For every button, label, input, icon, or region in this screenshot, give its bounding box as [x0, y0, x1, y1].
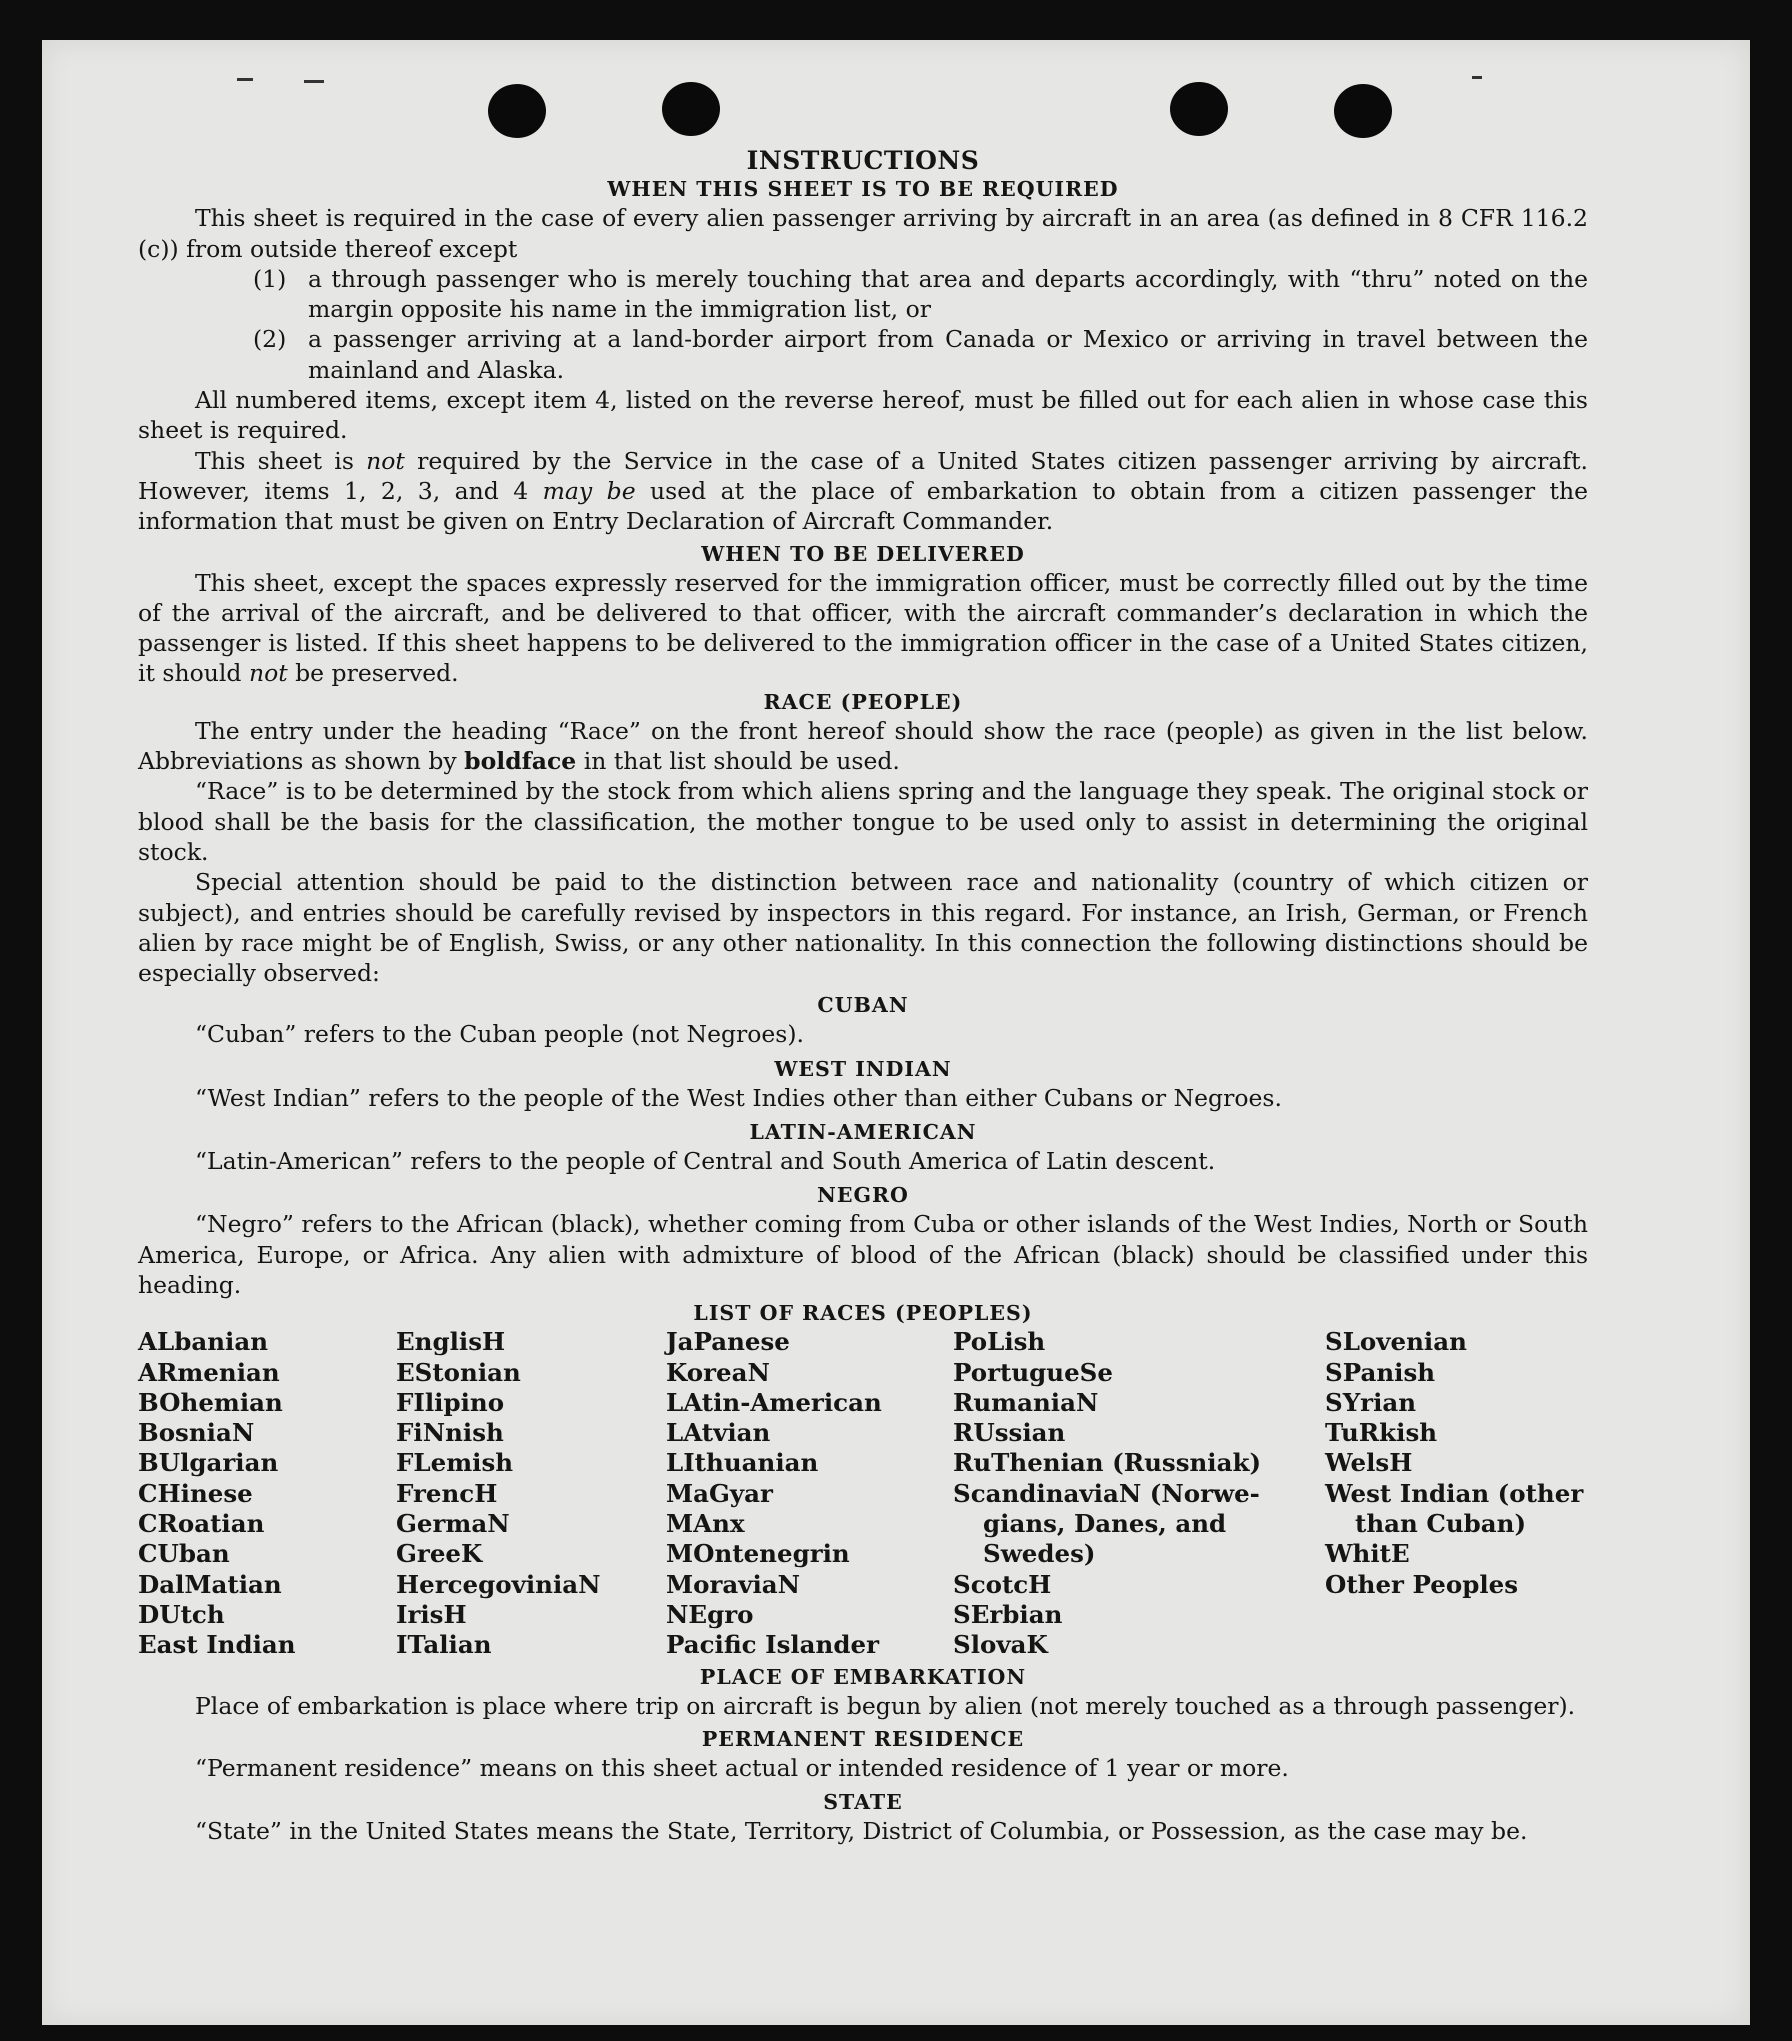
section-heading: WEST INDIAN	[774, 1056, 952, 1081]
race-entry: EnglisH	[396, 1327, 506, 1357]
scan-mark	[237, 78, 253, 81]
section-heading: WHEN TO BE DELIVERED	[701, 541, 1025, 566]
definition: “West Indian” refers to the people of the West Indies other than either Cubans or Negroes.	[195, 1083, 1282, 1112]
race-column	[138, 1327, 396, 1660]
text-run: required by the Service in the case of a United States citizen passenger arriving by aircraft. However, items 1, 2, 3, and 4	[138, 446, 1588, 505]
race-entry: TuRkish	[1325, 1418, 1438, 1448]
race-entry: GermaN	[396, 1508, 510, 1538]
race-entry: FLemish	[396, 1448, 514, 1478]
paragraph: “Race” is to be determined by the stock from which aliens spring and the language they speak. The original stock or blood shall be the basis for the classification, the mother tongue to be used only to assist in determining the original stock.	[138, 777, 1588, 866]
race-entry: WhitE	[1325, 1539, 1410, 1569]
race-entry-continued: Swedes)	[983, 1539, 1096, 1569]
paragraph	[138, 446, 1588, 537]
race-entry: DalMatian	[138, 1569, 282, 1599]
race-entry: ITalian	[396, 1630, 492, 1660]
race-entry: ScotcH	[953, 1569, 1052, 1599]
section-heading: STATE	[823, 1790, 903, 1815]
race-entry: IrisH	[396, 1599, 467, 1629]
race-entry: ALbanian	[138, 1327, 269, 1357]
race-entry: EStonian	[396, 1357, 521, 1387]
race-entry: NEgro	[666, 1599, 754, 1629]
race-entry: MOntenegrin	[666, 1539, 850, 1569]
text-run-italic: may be	[542, 476, 636, 505]
race-entry: MAnx	[666, 1508, 745, 1538]
paragraph: “Negro” refers to the African (black), whether coming from Cuba or other islands of the West Indies, North or South America, Europe, or Africa. Any alien with admixture of blood of the African (black) should be classified under this heading.	[138, 1210, 1588, 1299]
scan-mark	[1472, 76, 1482, 79]
race-entry: CRoatian	[138, 1508, 265, 1538]
section-heading: LATIN-AMERICAN	[749, 1120, 977, 1145]
item-number: (2)	[253, 325, 287, 354]
definition: “Cuban” refers to the Cuban people (not Negroes).	[195, 1020, 805, 1049]
race-entry: SErbian	[953, 1599, 1063, 1629]
race-entry: FrencH	[396, 1478, 498, 1508]
race-entry: BosniaN	[138, 1418, 255, 1448]
race-entry: RuThenian (Russniak)	[953, 1448, 1262, 1478]
race-column	[1325, 1327, 1588, 1660]
scan-mark	[304, 80, 324, 83]
text-run: This sheet, except the spaces expressly reserved for the immigration officer, must be correctly filled out by the time of the arrival of the aircraft, and be delivered to that officer, with the aircraft commander’s declaration in which the passenger is listed. If this sheet happens to be delivered to the immigration officer in the case of a United States citizen, it should	[138, 568, 1588, 688]
paragraph: Special attention should be paid to the distinction between race and nationality (country of which citizen or subject), and entries should be carefully revised by inspectors in this regard. For instance, an Irish, German, or French alien by race might be of English, Swiss, or any other nationality. In this connection the following distinctions should be especially observed:	[138, 868, 1588, 988]
race-entry: JaPanese	[666, 1327, 790, 1357]
race-list	[138, 1327, 1588, 1660]
race-entry: LAtvian	[666, 1418, 771, 1448]
race-entry: ScandinaviaN (Norwe-	[953, 1478, 1260, 1508]
section-heading: LIST OF RACES (PEOPLES)	[693, 1301, 1033, 1326]
race-entry: SYrian	[1325, 1387, 1417, 1417]
race-entry: PoLish	[953, 1327, 1046, 1357]
section-heading: NEGRO	[817, 1183, 909, 1208]
text-run-italic: not	[248, 659, 288, 688]
race-entry: SlovaK	[953, 1630, 1048, 1660]
race-entry: ARmenian	[138, 1357, 280, 1387]
text-run: be preserved.	[287, 659, 459, 688]
race-entry: BOhemian	[138, 1387, 283, 1417]
race-column	[666, 1327, 953, 1660]
race-entry: LAtin-American	[666, 1387, 882, 1417]
race-entry-continued: than Cuban)	[1355, 1508, 1527, 1538]
race-entry: RUssian	[953, 1418, 1066, 1448]
race-entry: CHinese	[138, 1478, 253, 1508]
paragraph: “State” in the United States means the State, Territory, District of Columbia, or Possession, as the case may be.	[195, 1817, 1528, 1846]
text-run: in that list should be used.	[576, 747, 900, 776]
race-entry: CUban	[138, 1539, 230, 1569]
document-sheet	[42, 40, 1750, 2025]
section-heading: CUBAN	[817, 993, 909, 1018]
list-item	[138, 324, 1588, 385]
item-number: (1)	[253, 264, 287, 293]
race-entry: MoraviaN	[666, 1569, 801, 1599]
race-column	[396, 1327, 666, 1660]
paragraph: This sheet is required in the case of every alien passenger arriving by aircraft in an area (as defined in 8 CFR 116.2 (c)) from outside thereof except	[138, 204, 1588, 263]
race-entry: Pacific Islander	[666, 1630, 879, 1660]
race-entry-continued: gians, Danes, and	[983, 1508, 1227, 1538]
race-column	[953, 1327, 1325, 1660]
section-heading: PERMANENT RESIDENCE	[701, 1726, 1025, 1751]
race-entry: LIthuanian	[666, 1448, 819, 1478]
race-entry: Other Peoples	[1325, 1569, 1519, 1599]
page-title: INSTRUCTIONS	[746, 146, 980, 175]
race-entry: FiNnish	[396, 1418, 504, 1448]
race-entry: SPanish	[1325, 1357, 1436, 1387]
race-entry: PortugueSe	[953, 1357, 1113, 1387]
paragraph: All numbered items, except item 4, listed on the reverse hereof, must be filled out for each alien in whose case this sheet is required.	[138, 386, 1588, 445]
race-entry: SLovenian	[1325, 1327, 1467, 1357]
race-entry: GreeK	[396, 1539, 483, 1569]
race-entry: KoreaN	[666, 1357, 770, 1387]
race-entry: MaGyar	[666, 1478, 773, 1508]
race-entry: RumaniaN	[953, 1387, 1099, 1417]
race-entry: West Indian (other	[1325, 1478, 1584, 1508]
paragraph: Place of embarkation is place where trip on aircraft is begun by alien (not merely touched as a through passenger).	[195, 1692, 1576, 1721]
race-entry: HercegoviniaN	[396, 1569, 601, 1599]
text-run: The entry under the heading “Race” on the front hereof should show the race (people) as given in the list below. Abbreviations as shown by	[138, 716, 1588, 776]
race-entry: WelsH	[1325, 1448, 1413, 1478]
text-run: used at the place of embarkation to obtain from a citizen passenger the information that must be given on Entry Declaration of Aircraft Commander.	[138, 476, 1589, 536]
race-entry: FIlipino	[396, 1387, 505, 1417]
item-text: a passenger arriving at a land-border airport from Canada or Mexico or arriving in travel between the mainland and Alaska.	[308, 325, 1588, 384]
race-entry: East Indian	[138, 1630, 296, 1660]
text-run: This sheet is	[195, 446, 367, 475]
definition: “Latin-American” refers to the people of Central and South America of Latin descent.	[195, 1147, 1216, 1176]
race-entry: BUlgarian	[138, 1448, 279, 1478]
paragraph	[138, 716, 1588, 777]
section-heading: RACE (PEOPLE)	[763, 689, 963, 714]
paragraph	[138, 568, 1588, 689]
instructions-content	[138, 104, 1588, 1846]
race-entry: DUtch	[138, 1599, 225, 1629]
list-item	[138, 264, 1588, 325]
text-run-italic: not	[366, 446, 405, 475]
definition: “Permanent residence” means on this sheet actual or intended residence of 1 year or more.	[195, 1753, 1289, 1782]
item-text: a through passenger who is merely touching that area and departs accordingly, with “thru” noted on the margin opposite his name in the immigration list, or	[308, 264, 1588, 324]
section-heading: PLACE OF EMBARKATION	[699, 1665, 1027, 1690]
text-run-bold: boldface	[464, 747, 577, 776]
section-heading: WHEN THIS SHEET IS TO BE REQUIRED	[607, 177, 1119, 202]
